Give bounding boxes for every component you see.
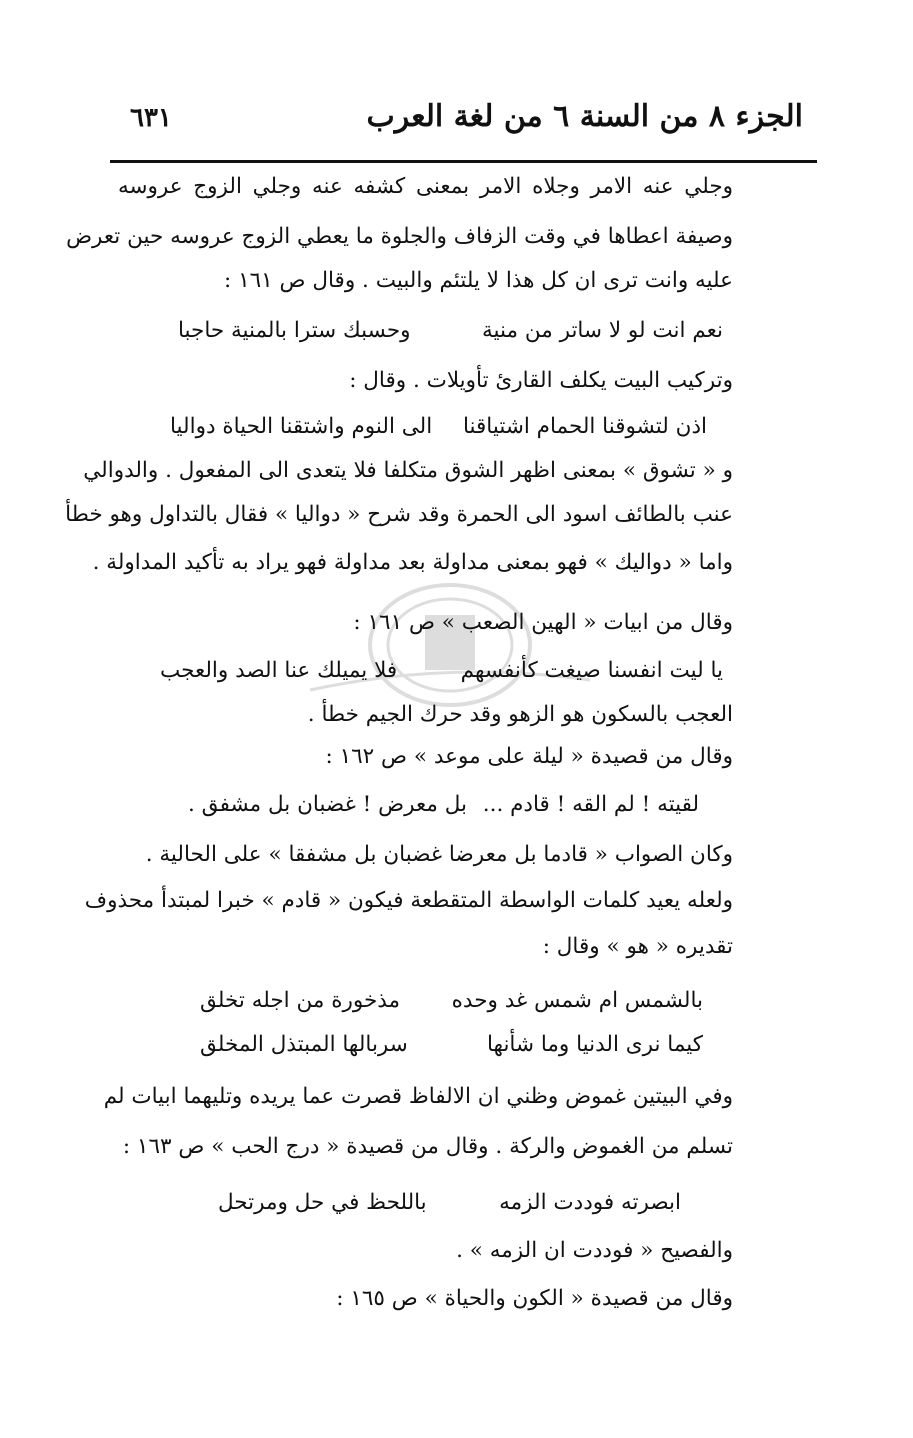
verse-first-hemistich: يا ليت انفسنا صيغت كأنفسهم <box>460 658 723 683</box>
verse-second-hemistich: وحسبك سترا بالمنية حاجبا <box>178 318 411 343</box>
verse-first-hemistich: كيما نرى الدنيا وما شأنها <box>486 1032 703 1057</box>
verse-second-hemistich: فلا يميلك عنا الصد والعجب <box>160 658 398 683</box>
text-line: عنب بالطائف اسود الى الحمرة وقد شرح « دواليا » فقال بالتداول وهو خطأ <box>65 502 733 527</box>
page-number: ٦٣١ <box>130 103 172 133</box>
header-rule <box>110 160 817 163</box>
verse-first-hemistich: اذن لتشوقنا الحمام اشتياقنا <box>462 414 707 439</box>
text-line: تسلم من الغموض والركة . وقال من قصيدة « درج الحب » ص ١٦٣ : <box>122 1134 733 1159</box>
running-title: الجزء ٨ من السنة ٦ من لغة العرب <box>366 99 803 134</box>
verse-second-hemistich: الى النوم واشتقنا الحياة دواليا <box>170 414 433 439</box>
text-line: وقال من قصيدة « الكون والحياة » ص ١٦٥ : <box>336 1286 733 1311</box>
text-line: وجلي عنه الامر وجلاه الامر بمعنى كشفه عنه وجلي الزوج عروسه <box>118 174 733 199</box>
text-line: وفي البيتين غموض وظني ان الالفاظ قصرت عما يريده وتليهما ابيات لم <box>103 1084 733 1109</box>
verse-second-hemistich: باللحظ في حل ومرتحل <box>218 1190 427 1215</box>
verse-second-hemistich: بل معرض ! غضبان بل مشفق . <box>188 792 467 817</box>
library-watermark <box>300 580 600 710</box>
verse-second-hemistich: مذخورة من اجله تخلق <box>200 988 401 1013</box>
text-line: واما « دواليك » فهو بمعنى مداولة بعد مداولة فهو يراد به تأكيد المداولة . <box>92 550 733 575</box>
text-line: وقال من ابيات « الهين الصعب » ص ١٦١ : <box>353 610 733 635</box>
text-line: و « تشوق » بمعنى اظهر الشوق متكلفا فلا يتعدى الى المفعول . والدوالي <box>83 458 733 483</box>
page-header <box>110 95 803 145</box>
text-line: ولعله يعيد كلمات الواسطة المتقطعة فيكون « قادم » خبرا لمبتدأ محذوف <box>84 888 733 913</box>
text-line: وتركيب البيت يكلف القارئ تأويلات . وقال : <box>349 368 733 393</box>
text-line: عليه وانت ترى ان كل هذا لا يلتئم والبيت . وقال ص ١٦١ : <box>223 268 733 293</box>
text-line: وقال من قصيدة « ليلة على موعد » ص ١٦٢ : <box>325 744 733 769</box>
text-line: تقديره « هو » وقال : <box>542 934 733 959</box>
text-line: وكان الصواب « قادما بل معرضا غضبان بل مشفقا » على الحالية . <box>145 842 733 867</box>
verse-first-hemistich: ابصرته فوددت الزمه <box>499 1190 681 1215</box>
verse-first-hemistich: نعم انت لو لا ساتر من منية <box>482 318 723 343</box>
verse-second-hemistich: سربالها المبتذل المخلق <box>200 1032 408 1057</box>
verse-first-hemistich: بالشمس ام شمس غد وحده <box>451 988 703 1013</box>
text-line: والفصيح « فوددت ان الزمه » . <box>456 1238 733 1263</box>
text-line: وصيفة اعطاها في وقت الزفاف والجلوة ما يعطي الزوج عروسه حين تعرض <box>66 224 733 249</box>
verse-first-hemistich: لقيته ! لم القه ! قادم ... <box>482 792 699 817</box>
text-line: العجب بالسكون هو الزهو وقد حرك الجيم خطأ . <box>307 702 733 727</box>
